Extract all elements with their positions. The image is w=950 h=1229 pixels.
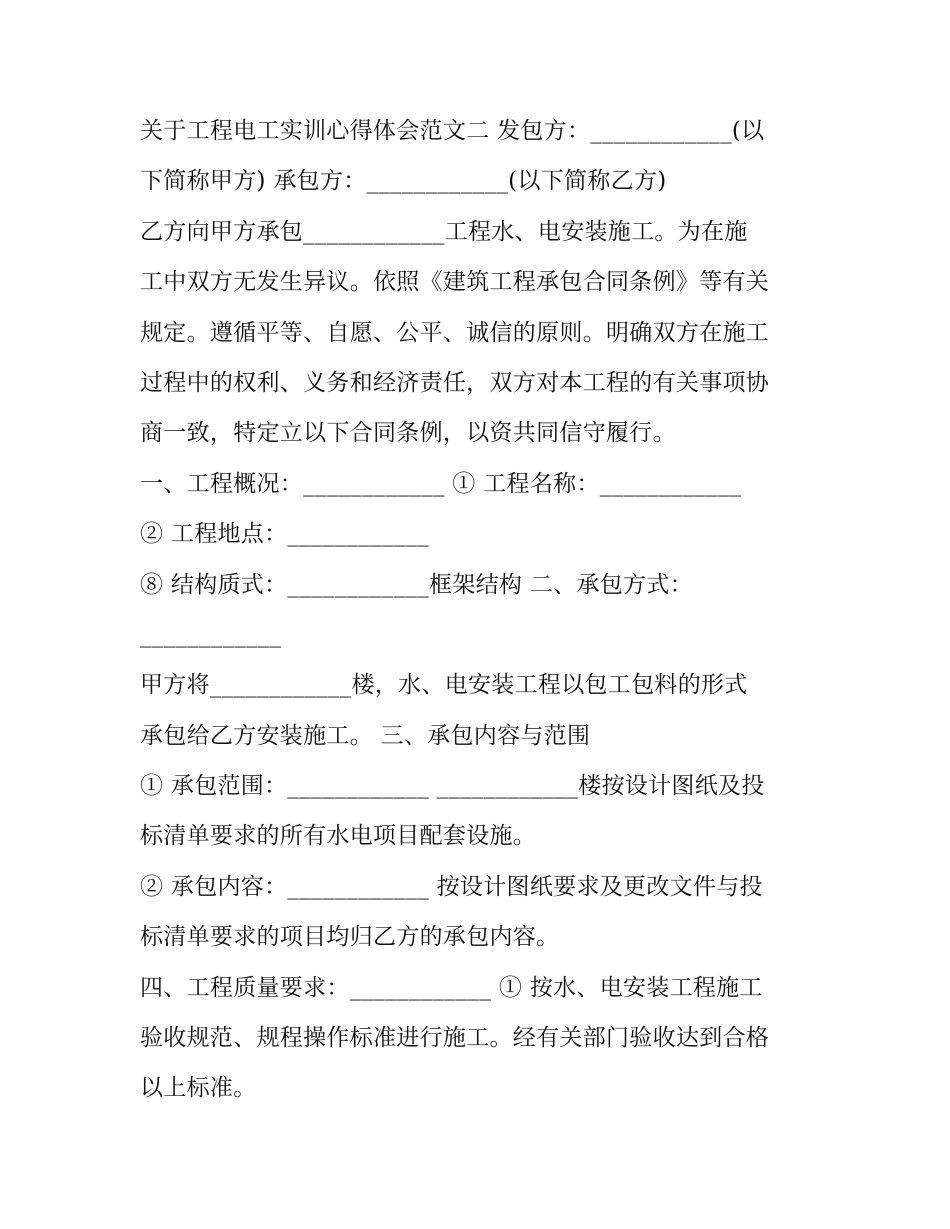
text-line: 关于工程电工实训心得体会范文二 发包方：____________(以 bbox=[140, 118, 765, 144]
text-line: 四、工程质量要求：____________ ① 按水、电安装工程施工 bbox=[140, 974, 763, 1001]
text-line: 工中双方无发生异议。依照《建筑工程承包合同条例》等有关 bbox=[140, 269, 770, 296]
text-line: 商一致，特定立以下合同条例，以资共同信守履行。 bbox=[140, 420, 676, 447]
text-line: 乙方向甲方承包____________工程水、电安装施工。为在施 bbox=[140, 218, 748, 245]
text-line: ① 承包范围：____________ ____________楼按设计图纸及投 bbox=[140, 773, 765, 800]
text-line: 过程中的权利、义务和经济责任，双方对本工程的有关事项协 bbox=[140, 369, 770, 396]
document-body bbox=[140, 106, 820, 1114]
text-line: ② 工程地点：____________ bbox=[140, 521, 430, 548]
text-line: 标清单要求的所有水电项目配套设施。 bbox=[140, 823, 537, 850]
text-line: 承包给乙方安装施工。 三、承包内容与范围 bbox=[140, 722, 591, 749]
text-line: 以上标准。 bbox=[140, 1075, 257, 1102]
text-line: ② 承包内容：____________ 按设计图纸要求及更改文件与投 bbox=[140, 873, 763, 900]
text-line: ⑧ 结构质式：____________框架结构 二、承包方式： bbox=[140, 571, 693, 598]
text-line: 验收规范、规程操作标准进行施工。经有关部门验收达到合格 bbox=[140, 1025, 770, 1052]
text-line: 规定。遵循平等、自愿、公平、诚信的原则。明确双方在施工 bbox=[140, 319, 770, 346]
text-line: ____________ bbox=[140, 621, 282, 648]
text-line: 下简称甲方) 承包方：____________(以下简称乙方) bbox=[140, 168, 667, 195]
text-line: 甲方将____________楼，水、电安装工程以包工包料的形式 bbox=[140, 672, 748, 699]
text-line: 标清单要求的项目均归乙方的承包内容。 bbox=[140, 924, 560, 951]
text-line: 一、工程概况：____________ ① 工程名称：____________ bbox=[140, 470, 742, 497]
